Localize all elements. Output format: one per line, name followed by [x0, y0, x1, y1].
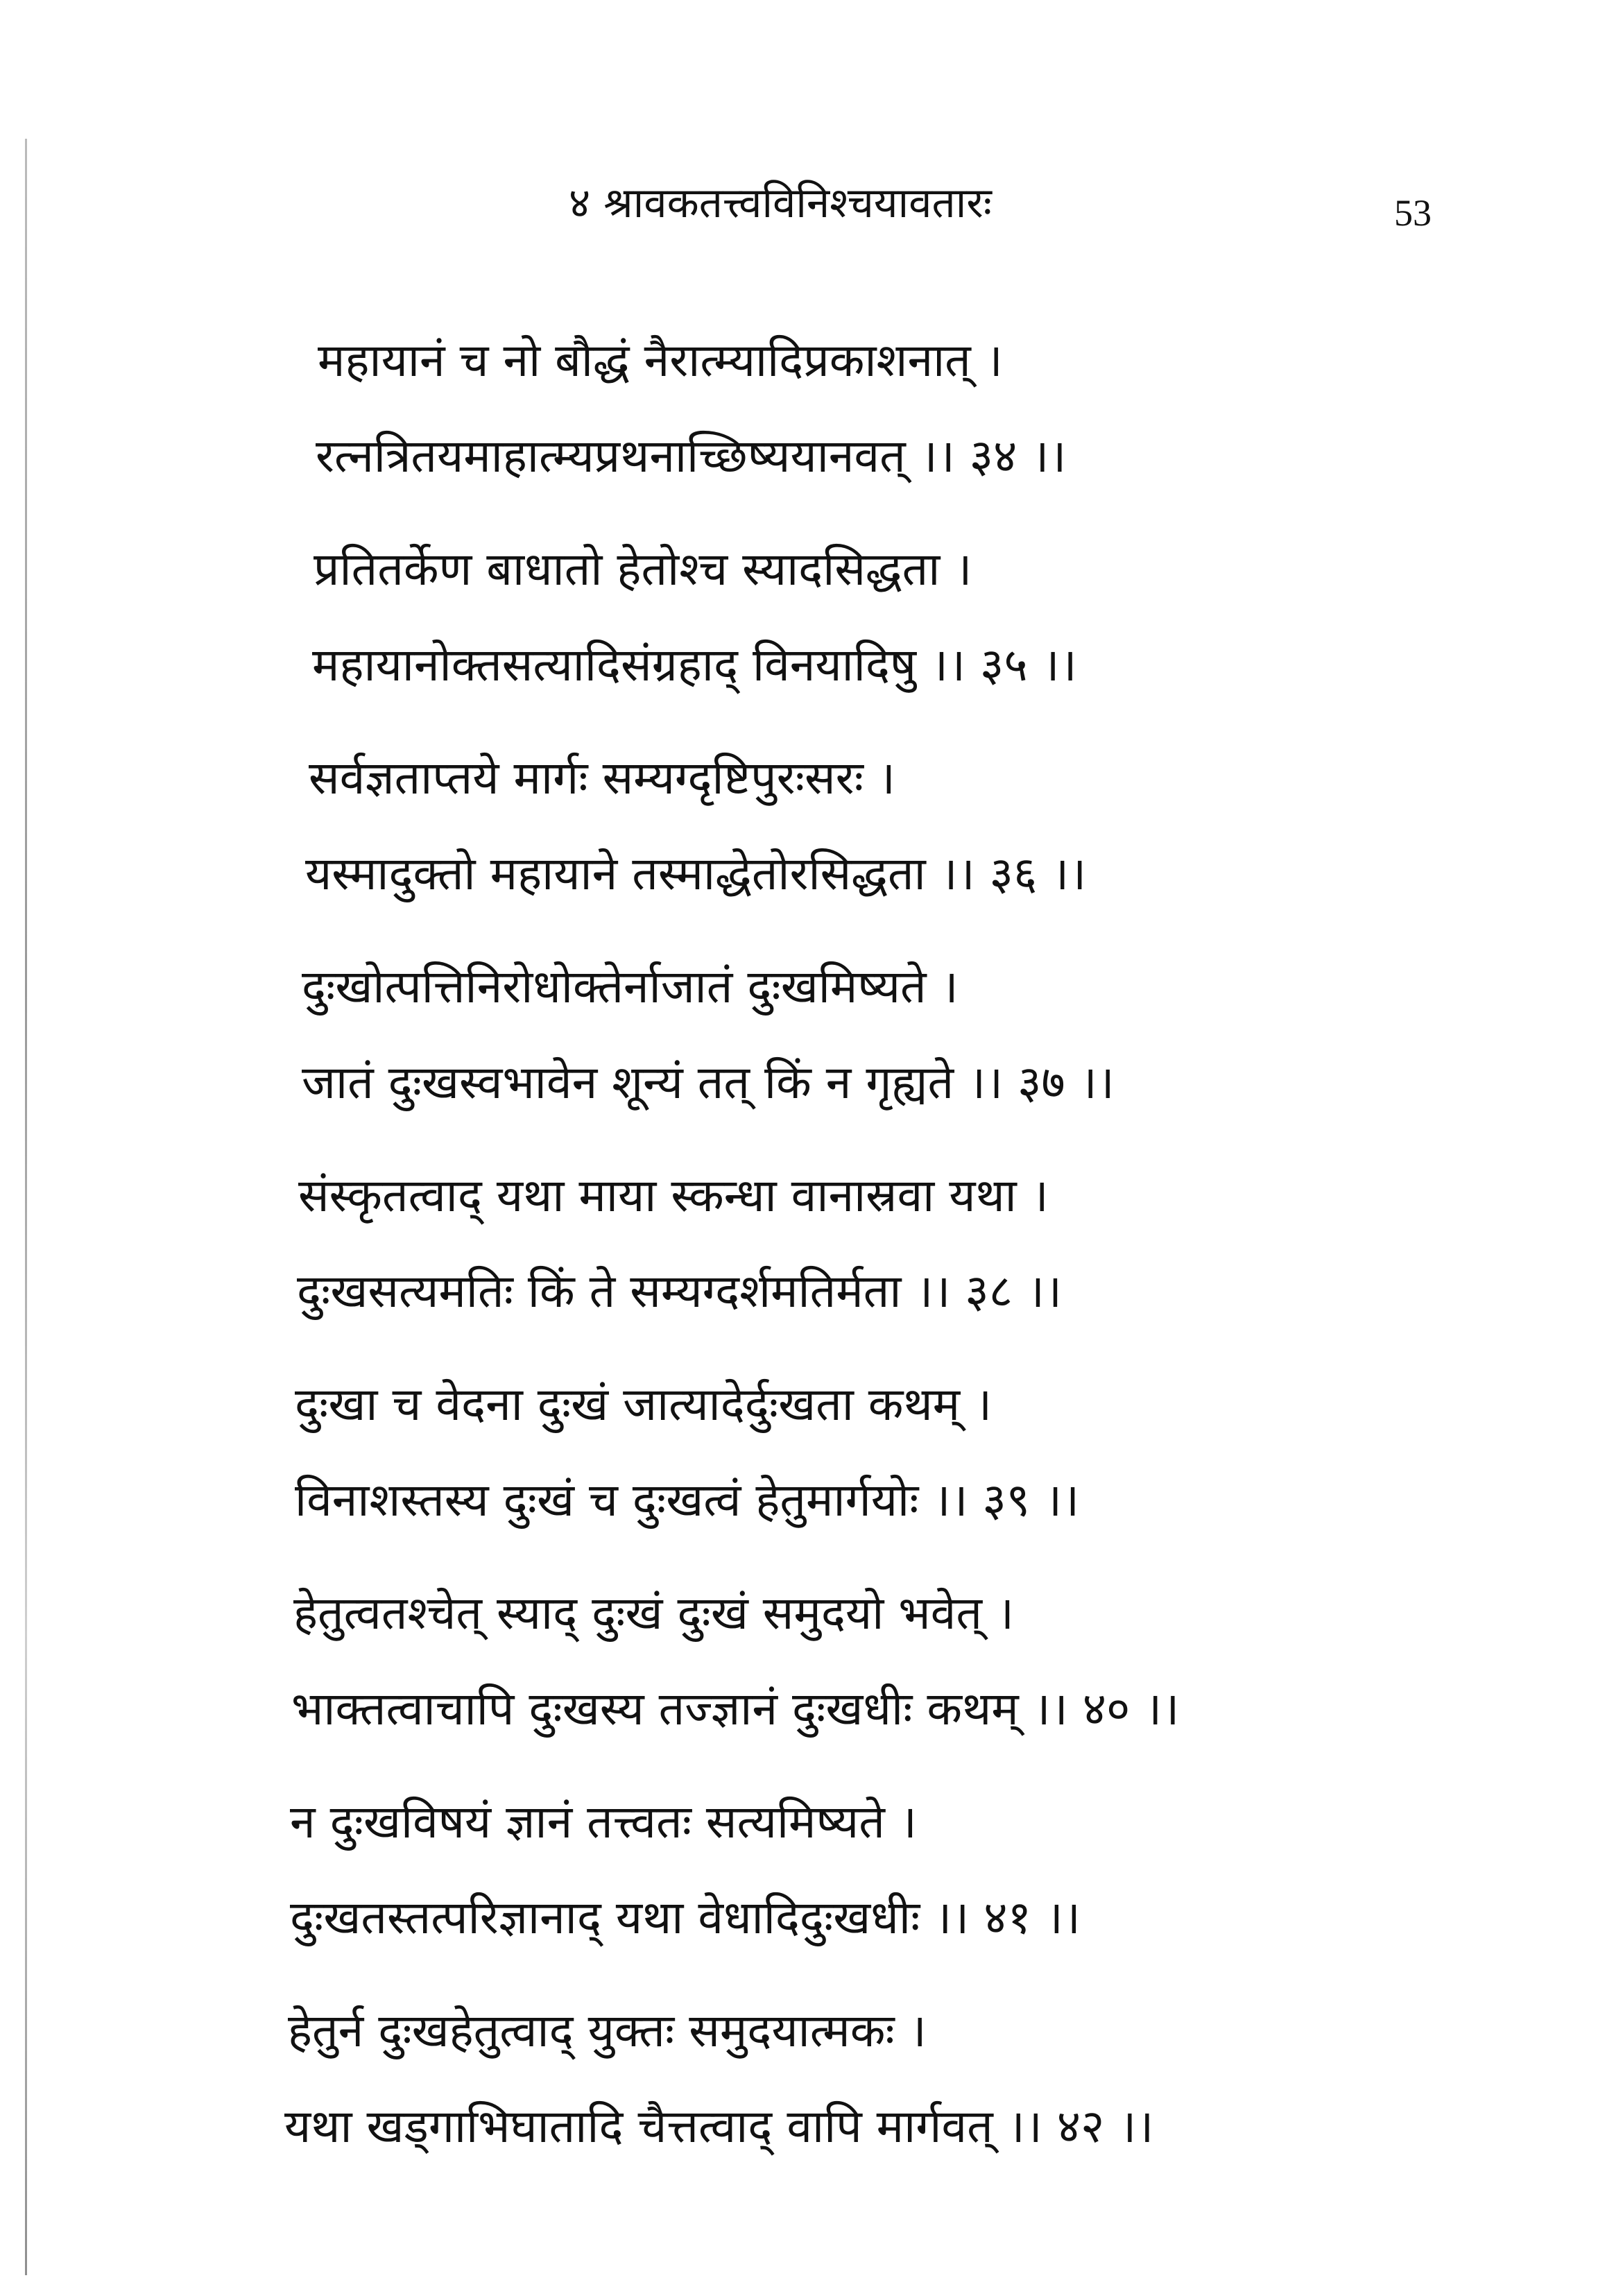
verse-line: संस्कृतत्वाद् यथा माया स्कन्धा वानास्रवा यथा ।	[298, 1169, 1049, 1222]
verse-line: महायानोक्तसत्यादिसंग्रहाद् विनयादिषु ।। ३५ ।।	[312, 638, 1077, 692]
verse-37	[0, 952, 1623, 1161]
verse-line: रत्नत्रितयमाहात्म्यप्रथनाच्छिष्ययानवत् ।। ३४ ।।	[316, 429, 1067, 483]
verse-35	[0, 535, 1623, 744]
verse-line: यथा खड्गाभिघातादि चैत्तत्वाद् वापि मार्गवत् ।। ४२ ।।	[284, 2100, 1154, 2153]
verse-36	[0, 744, 1623, 952]
page-number: 53	[1394, 192, 1432, 234]
verse-line: महायानं च नो बौद्धं नैरात्म्यादिप्रकाशनात् ।	[318, 334, 1003, 387]
verse-line: दुःखोत्पत्तिनिरोधोक्तेर्नाजातं दुःखमिष्यते ।	[302, 960, 959, 1013]
verse-line: हेतुर्न दुःखहेतुत्वाद् युक्तः समुदयात्मकः ।	[288, 2004, 927, 2057]
verse-line: यस्मादुक्तो महायाने तस्माद्धेतोरसिद्धता ।। ३६ ।।	[305, 847, 1087, 900]
verse-40	[0, 1579, 1623, 1788]
verse-line: दुःखा च वेदना दुःखं जात्यादेर्दुःखता कथम् ।	[295, 1378, 993, 1431]
verse-line: दुःखसत्यमतिः किं ते सम्यग्दर्शमतिर्मता ।। ३८ ।।	[297, 1265, 1063, 1318]
verse-line: हेतुत्वतश्चेत् स्याद् दुःखं दुःखं समुदयो भवेत् ।	[293, 1586, 1014, 1640]
page-header	[0, 172, 1623, 234]
verse-41	[0, 1788, 1623, 1996]
verse-line: प्रतितर्केण बाधातो हेतोश्च स्यादसिद्धता ।	[314, 542, 972, 596]
running-title: ४ श्रावकतत्त्वविनिश्चयावतारः	[569, 179, 992, 228]
verse-line: जातं दुःखस्वभावेन शून्यं तत् किं न गृह्यते ।। ३७ ।।	[302, 1056, 1115, 1109]
verse-34	[0, 326, 1623, 535]
verse-line: भाक्तत्वाचापि दुःखस्य तज्ज्ञानं दुःखधीः कथम् ।। ४० ।।	[291, 1682, 1180, 1736]
verse-39	[0, 1370, 1623, 1579]
verse-line: न दुःखविषयं ज्ञानं तत्त्वतः सत्यमिष्यते ।	[290, 1795, 917, 1849]
verse-list	[0, 326, 1623, 2205]
verse-line: विनाशस्तस्य दुःखं च दुःखत्वं हेतुमार्गयोः ।। ३९ ।।	[295, 1473, 1080, 1527]
verse-38	[0, 1161, 1623, 1370]
verse-42	[0, 1996, 1623, 2205]
verse-line: दुःखतस्तत्परिज्ञानाद् यथा वेधादिदुःखधीः ।। ४१ ।।	[290, 1891, 1081, 1944]
verse-line: सर्वज्ञताप्तये मार्गः सम्यग्दृष्टिपुरःसरः ।	[309, 751, 895, 805]
